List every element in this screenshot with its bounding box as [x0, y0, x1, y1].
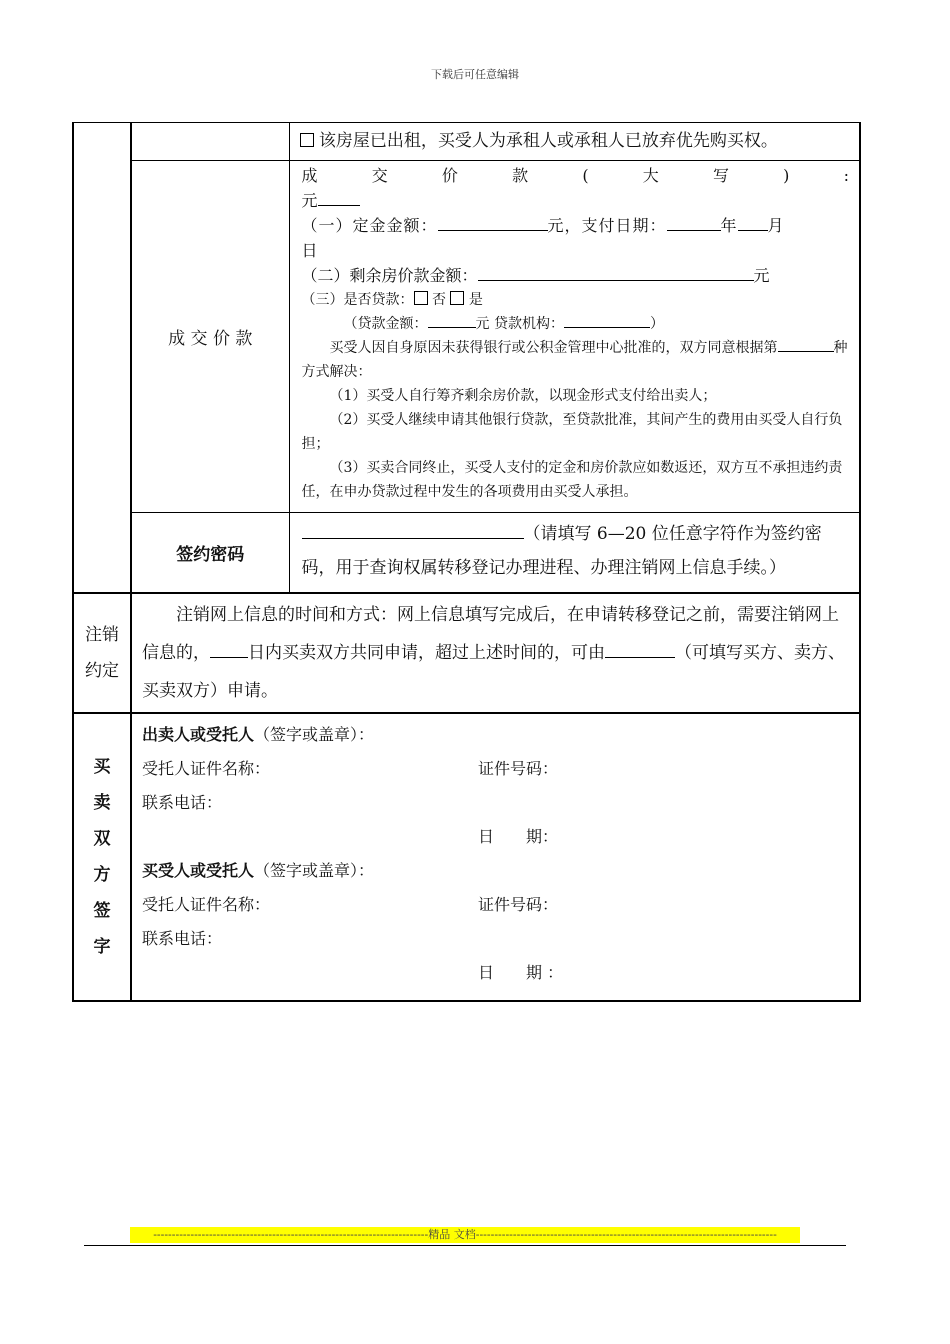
day-label: 日: [301, 241, 318, 260]
password-text: （请填写 6—20 位任意字符作为签约密码，用于查询权属转移登记办理进程、办理注销网上信息手续。）: [301, 524, 822, 578]
price-label: 成 交 价 款: [131, 161, 289, 513]
price-big-char: (: [582, 166, 589, 185]
loan-question: （三）是否贷款：: [301, 292, 414, 308]
contract-table: [72, 122, 861, 1002]
cancel-label-line1: 注销: [85, 624, 119, 645]
cancel-days-field[interactable]: [210, 641, 248, 658]
deposit-field[interactable]: [438, 214, 548, 231]
cancel-text-3: （可填写买方、卖方、买卖双方）申请。: [142, 642, 845, 701]
footer-text: 精品 文档: [428, 1228, 476, 1241]
loan-amount-line: [302, 312, 850, 336]
year-field[interactable]: [667, 214, 721, 231]
signature-label: [73, 713, 131, 1001]
signature-label-char: 买: [93, 756, 111, 777]
price-big-char: 成: [301, 166, 318, 185]
price-big-line: [302, 163, 850, 188]
seller-phone-line: [142, 786, 849, 820]
signature-label-char: 卖: [93, 792, 111, 813]
loan-yes-checkbox[interactable]: [450, 291, 464, 305]
footer-dashes-right: ---------------------------------------------------------------------------------: [475, 1228, 777, 1241]
seller-phone: 联系电话：: [142, 792, 223, 812]
signature-row: [73, 713, 860, 1001]
year-label: 年: [720, 216, 738, 235]
seller-date-line: [142, 820, 849, 854]
buyer-sign-hint: （签字或盖章）：: [254, 860, 375, 880]
failure-option-field[interactable]: [778, 337, 834, 352]
seller-title: 出卖人或受托人: [142, 724, 255, 744]
remaining-yuan: 元: [753, 266, 770, 285]
seller-id-no: 证件号码：: [478, 758, 559, 778]
signature-label-char: 字: [93, 936, 111, 957]
buyer-phone-line: [142, 922, 849, 956]
rental-checkbox[interactable]: [300, 133, 314, 147]
buyer-title-line: [142, 854, 849, 888]
price-big-char: ): [783, 166, 790, 185]
option-2: （2）买受人继续申请其他银行贷款，至贷款批准，其间产生的费用由买受人自行负担；: [301, 412, 843, 452]
price-big-char: 写: [712, 166, 729, 185]
rental-row: [73, 123, 860, 161]
loan-yes-label: 是: [468, 292, 483, 308]
remaining-field[interactable]: [478, 264, 754, 281]
price-big-char: 款: [512, 166, 529, 185]
blank-left-cell: [73, 123, 131, 593]
buyer-id-line: [142, 888, 849, 922]
footer-band: [130, 1227, 800, 1243]
buyer-title: 买受人或受托人: [142, 860, 255, 880]
price-row: [73, 161, 860, 513]
month-field[interactable]: [738, 214, 768, 231]
password-label: 签约密码: [131, 513, 289, 593]
signature-label-char: 双: [93, 828, 111, 849]
cancel-row: [73, 593, 860, 713]
cancel-text-2: 日内买卖双方共同申请，超过上述时间的，可由: [248, 642, 605, 663]
footer-rule: [84, 1245, 846, 1246]
month-label: 月: [767, 216, 785, 235]
password-row: [73, 513, 860, 593]
footer-dashes-left: --------------------------------------------------------------------------: [153, 1228, 429, 1241]
rental-text: 该房屋已出租，买受人为承租人或承租人已放弃优先购买权。: [318, 131, 778, 151]
price-yuan-line: [302, 188, 850, 213]
seller-id-name: 受托人证件名称：: [142, 758, 271, 778]
deposit-line: [302, 213, 850, 238]
loan-amount-field[interactable]: [428, 313, 476, 328]
price-big-char: 价: [441, 166, 458, 185]
loan-question-line: [302, 288, 850, 312]
price-big-char: :: [843, 166, 849, 185]
cancel-label-line2: 约定: [85, 660, 119, 681]
loan-close: ）: [649, 316, 664, 332]
signature-cell: [131, 713, 860, 1001]
password-field[interactable]: [302, 522, 524, 539]
page-header-note: 下载后可任意编辑: [431, 68, 519, 81]
loan-amount-label: （贷款金额：: [343, 316, 428, 332]
signature-label-char: 签: [93, 900, 111, 921]
buyer-id-no: 证件号码：: [478, 894, 559, 914]
buyer-id-name: 受托人证件名称：: [142, 894, 271, 914]
buyer-date: 日 期 ：: [478, 962, 564, 982]
seller-sign-hint: （签字或盖章）：: [254, 724, 375, 744]
day-line: [302, 238, 850, 263]
signature-label-char: 方: [93, 864, 111, 885]
loan-no-checkbox[interactable]: [414, 291, 428, 305]
yuan-label: 元: [301, 191, 318, 210]
buyer-phone: 联系电话：: [142, 928, 223, 948]
cancel-label: [73, 593, 131, 713]
loan-org-field[interactable]: [564, 313, 650, 328]
big-amount-field[interactable]: [318, 189, 360, 206]
price-big-char: 大: [642, 166, 659, 185]
failure-text: [302, 336, 850, 384]
rental-label-cell: [131, 123, 289, 161]
seller-date: 日 期：: [478, 826, 559, 846]
cancel-party-field[interactable]: [605, 641, 675, 658]
loan-no-label: 否: [431, 292, 446, 308]
failure-text-2: 种方式解决：: [301, 340, 848, 380]
loan-org-label: 元 贷款机构：: [475, 316, 564, 332]
cancel-cell: [131, 593, 860, 713]
failure-text-1: 买受人因自身原因未获得银行或公积金管理中心批准的，双方同意根据第: [329, 340, 778, 356]
seller-title-line: [142, 718, 849, 752]
rental-cell: [289, 123, 860, 161]
deposit-date-label: 元，支付日期：: [547, 216, 667, 235]
option-1: （1）买受人自行筹齐剩余房价款，以现金形式支付给出卖人；: [329, 388, 717, 404]
buyer-date-line: [142, 956, 849, 990]
price-cell: [289, 161, 860, 513]
password-cell: [289, 513, 860, 593]
price-big-char: 交: [371, 166, 388, 185]
option-3: （3）买卖合同终止，买受人支付的定金和房价款应如数返还，双方互不承担违约责任，在申办贷款过程中发生的各项费用由买受人承担。: [301, 460, 843, 500]
remaining-line: [302, 263, 850, 288]
cancel-text-1: 注销网上信息的时间和方式：网上信息填写完成后，在申请转移登记之前，需要注销网上信息的，: [142, 604, 839, 663]
deposit-label: （一）定金金额：: [301, 216, 438, 235]
seller-id-line: [142, 752, 849, 786]
remaining-label: （二）剩余房价款金额：: [301, 266, 478, 285]
